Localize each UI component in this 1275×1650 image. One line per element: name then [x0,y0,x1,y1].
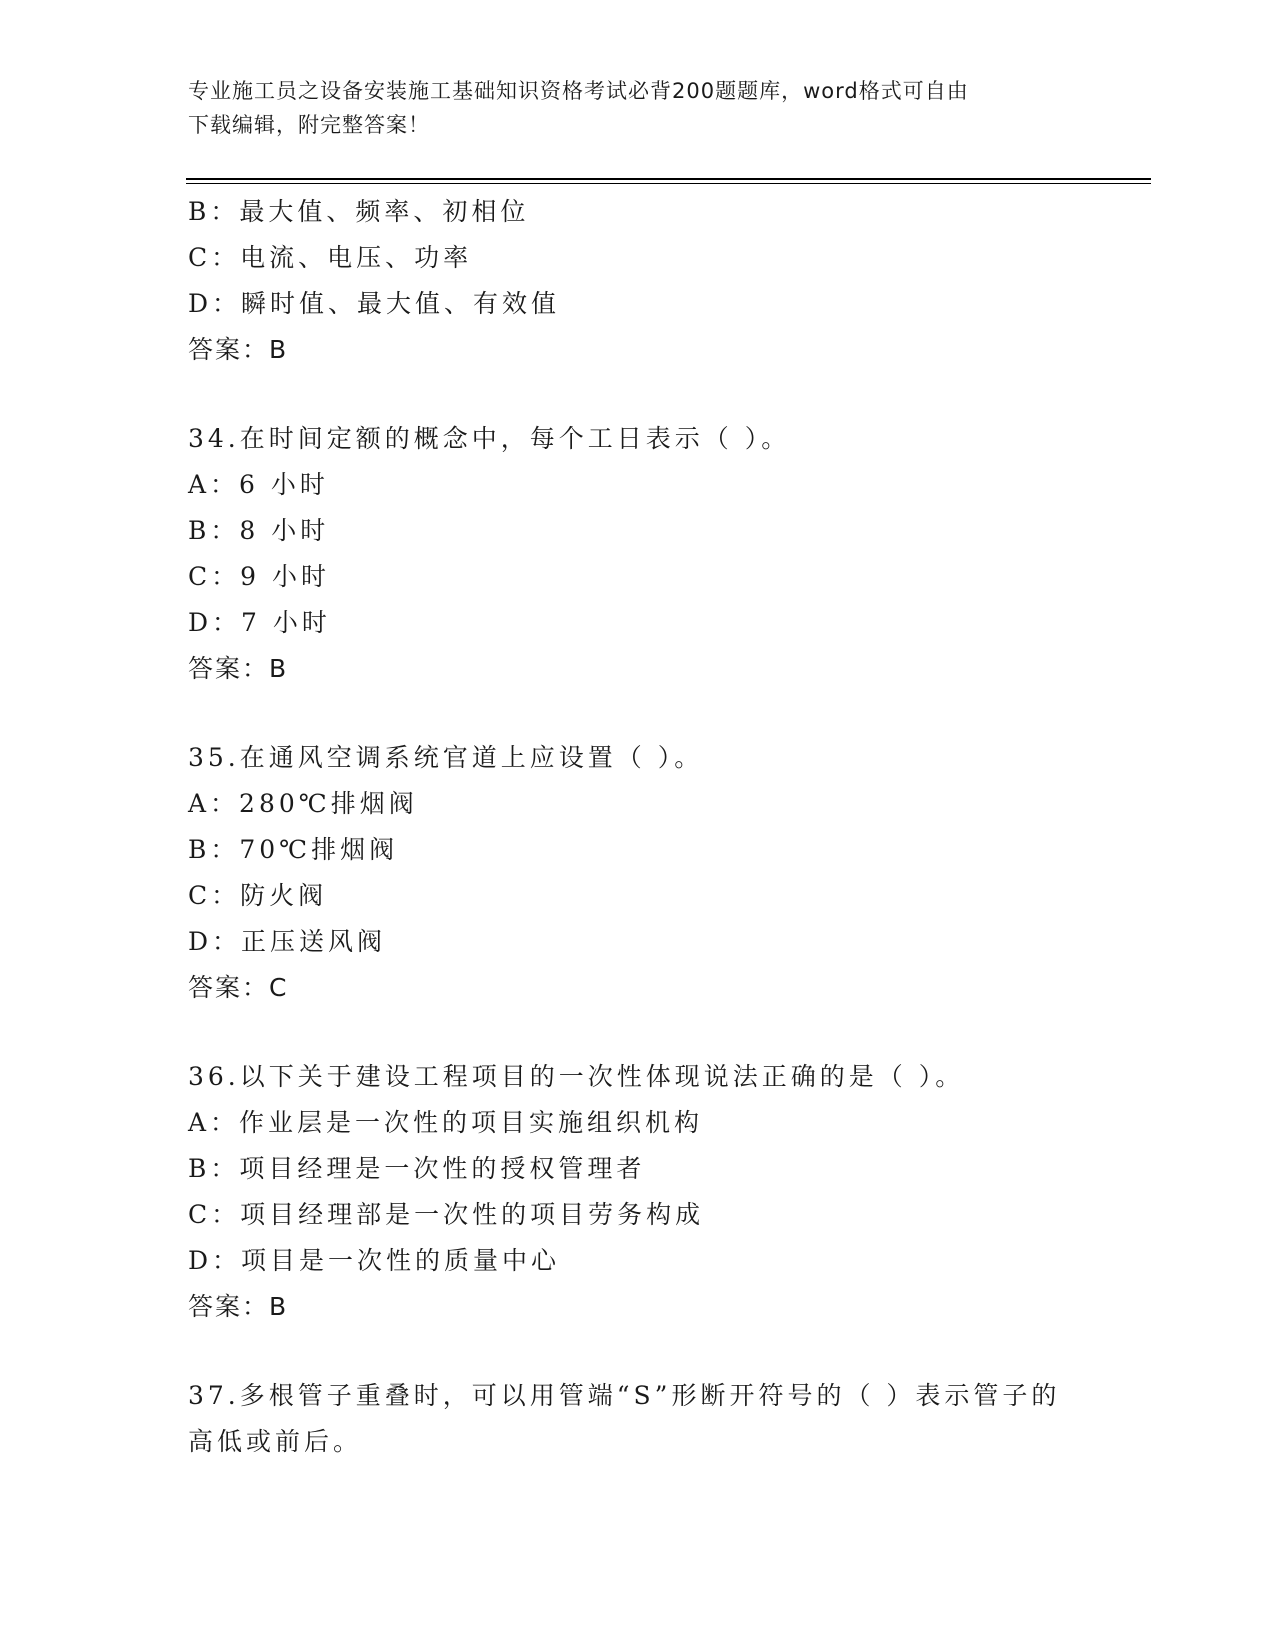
question-stem: 36.以下关于建设工程项目的一次性体现说法正确的是（ ）。 [188,1062,965,1091]
header-divider-thin [186,183,1151,184]
question-stem: 34.在时间定额的概念中，每个工日表示（ ）。 [188,424,791,453]
option-b: B：最大值、频率、初相位 [188,197,530,226]
header-line-1: 专业施工员之设备安装施工基础知识资格考试必背200题题库，word格式可自由 [188,79,969,103]
answer-line: 答案：C [188,973,289,1002]
option-d: D：瞬时值、最大值、有效值 [188,289,561,318]
question-stem-line-2: 高低或前后。 [188,1427,363,1456]
answer-line: 答案：B [188,1292,289,1321]
option-c: C：9 小时 [188,562,330,591]
header-line-2: 下载编辑，附完整答案！ [188,113,430,137]
document-header [188,74,1088,142]
option-c: C：电流、电压、功率 [188,243,473,272]
question-block-33 [188,189,1128,373]
answer-line: 答案：B [188,335,289,364]
question-list [188,189,1128,1465]
answer-line: 答案：B [188,654,289,683]
question-block-35 [188,735,1128,1011]
option-a: A：280℃排烟阀 [188,789,418,818]
option-d: D：7 小时 [188,608,331,637]
option-b: B：项目经理是一次性的授权管理者 [188,1154,646,1183]
question-block-36 [188,1054,1128,1330]
option-a: A：作业层是一次性的项目实施组织机构 [188,1108,704,1137]
option-a: A：6 小时 [188,470,329,499]
question-stem: 35.在通风空调系统官道上应设置（ ）。 [188,743,704,772]
option-d: D：正压送风阀 [188,927,387,956]
question-block-37 [188,1373,1128,1465]
question-block-34 [188,416,1128,692]
option-c: C：项目经理部是一次性的项目劳务构成 [188,1200,705,1229]
option-d: D：项目是一次性的质量中心 [188,1246,561,1275]
question-stem-line-1: 37.多根管子重叠时，可以用管端“S”形断开符号的（ ）表示管子的 [188,1381,1061,1410]
option-b: B：8 小时 [188,516,330,545]
option-c: C：防火阀 [188,881,328,910]
option-b: B：70℃排烟阀 [188,835,399,864]
header-divider-thick [186,178,1151,180]
